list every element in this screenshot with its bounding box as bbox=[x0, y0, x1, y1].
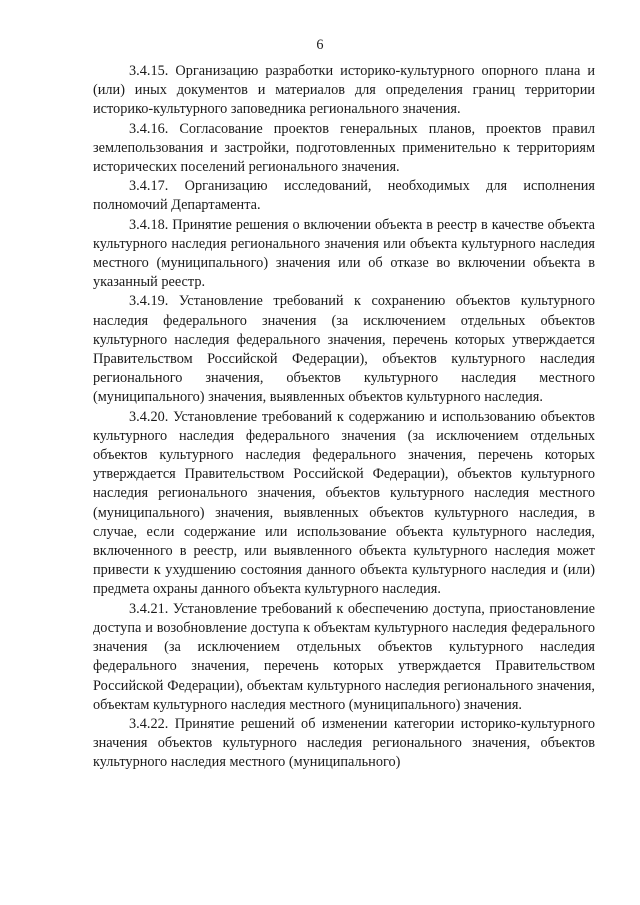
paragraph-3-4-21: 3.4.21. Установление требований к обеспечению доступа, приостановление доступа и возобновление доступа к объектам культурного наследия федерального значения (за исключением отдельных объектов культурного наследия федерального значения, перечень которых утверждается Правительством Российской Федерации), объектам культурного наследия регионального значения, объектам культурного наследия местного (муниципального) значения. bbox=[93, 600, 595, 713]
paragraph-3-4-19: 3.4.19. Установление требований к сохранению объектов культурного наследия федерального значения (за исключением отдельных объектов культурного наследия федерального значения, перечень которых утверждается Правительством Российской Федерации), объектов культурного наследия регионального значения, объектов культурного наследия местного (муниципального) значения, выявленных объектов культурного наследия. bbox=[93, 293, 595, 406]
page-number: 6 bbox=[316, 37, 324, 53]
document-body bbox=[93, 62, 595, 773]
paragraph-3-4-16: 3.4.16. Согласование проектов генеральных планов, проектов правил землепользования и застройки, подготовленных применительно к территориям исторических поселений регионального значения. bbox=[93, 120, 595, 176]
paragraph-3-4-20: 3.4.20. Установление требований к содержанию и использованию объектов культурного наследия федерального значения (за исключением отдельных объектов культурного наследия федерального значения, перечень которых утверждается Правительством Российской Федерации), объектов культурного наследия регионального значения, объектов культурного наследия местного (муниципального) значения, выявленных объектов культурного наследия, в случае, если содержание или использование объекта культурного наследия, включенного в реестр, или выявленного объекта культурного наследия может привести к ухудшению состояния данного объекта культурного наследия и (или) предмета охраны данного объекта культурного наследия. bbox=[93, 408, 595, 598]
paragraph-3-4-17: 3.4.17. Организацию исследований, необходимых для исполнения полномочий Департамента. bbox=[93, 178, 595, 214]
paragraph-3-4-18: 3.4.18. Принятие решения о включении объекта в реестр в качестве объекта культурного наследия регионального значения или объекта культурного наследия местного (муниципального) значения или об отказе во включении объекта в указанный реестр. bbox=[93, 216, 595, 291]
paragraph-3-4-22: 3.4.22. Принятие решений об изменении категории историко-культурного значения объектов культурного наследия регионального значения, объектов культурного наследия местного (муниципального) bbox=[93, 715, 595, 771]
paragraph-3-4-15: 3.4.15. Организацию разработки историко-культурного опорного плана и (или) иных документов и материалов для определения границ территории историко-культурного заповедника регионального значения. bbox=[93, 63, 595, 118]
